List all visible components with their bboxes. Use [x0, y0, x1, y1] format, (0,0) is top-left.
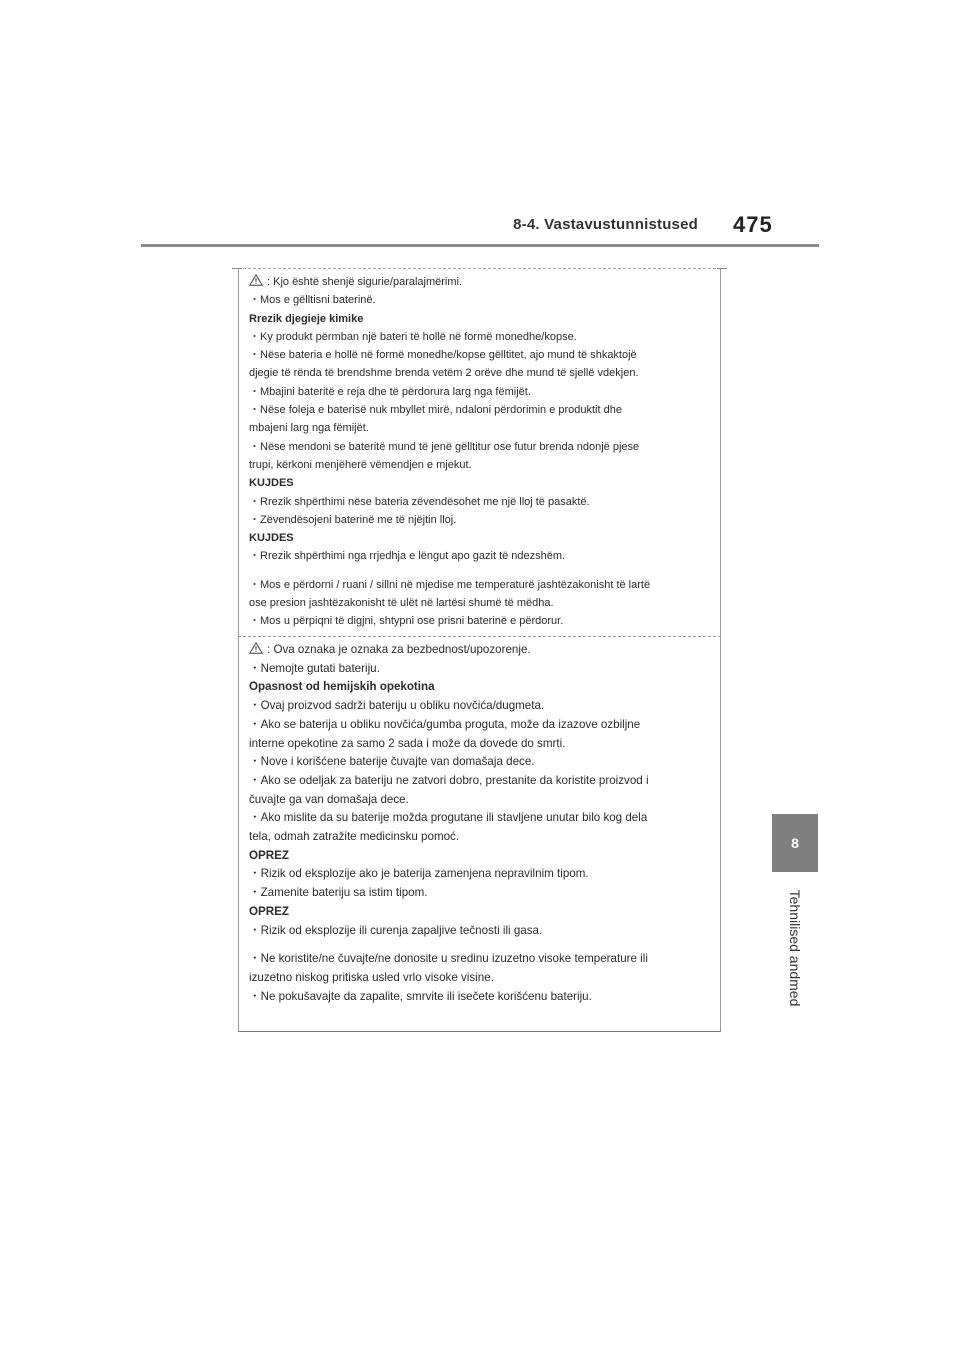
serbian-line: interne opekotine za samo 2 sada i može da dovede do smrti.: [249, 736, 566, 750]
page-header: [0, 0, 960, 250]
albanian-line: ・Mos u përpiqni të digjni, shtypni ose prisni baterinë e përdorur.: [249, 615, 564, 628]
albanian-notice: [249, 273, 709, 631]
serbian-heading: OPREZ: [249, 848, 289, 862]
albanian-heading: KUJDES: [249, 532, 294, 545]
albanian-line: djegie të rënda të brendshme brenda vetëm 2 orëve dhe mund të sjellë vdekjen.: [249, 367, 639, 380]
albanian-line: mbajeni larg nga fëmijët.: [249, 422, 369, 435]
serbian-line: čuvajte ga van domašaja dece.: [249, 792, 409, 806]
serbian-line: izuzetno niskog pritiska usled vrlo visoke visine.: [249, 970, 494, 984]
serbian-heading: Opasnost od hemijskih opekotina: [249, 680, 435, 694]
albanian-line: ・Mos e përdorni / ruani / sillni në mjedise me temperaturë jashtëzakonisht të lartë: [249, 578, 651, 591]
albanian-line: ・Nëse bateria e hollë në formë monedhe/kopse gëlltitet, ajo mund të shkaktojë: [249, 349, 637, 362]
warning-triangle-icon: [249, 642, 263, 654]
albanian-line: ・Rrezik shpërthimi nga rrjedhja e lëngut apo gazit të ndezshëm.: [249, 550, 566, 563]
chapter-number: 8: [791, 835, 799, 851]
section-title: 8-4. Vastavustunnistused: [513, 216, 698, 233]
albanian-warning-line: : Kjo është shenjë sigurie/paralajmërimi.: [249, 273, 709, 291]
header-rule: [141, 244, 819, 247]
crop-mark: [717, 268, 727, 269]
serbian-line: ・Ne pokušavajte da zapalite, smrvite ili isečete korišćenu bateriju.: [249, 989, 592, 1003]
serbian-warning-line: : Ova oznaka je oznaka za bezbednost/upozorenje.: [249, 641, 709, 660]
serbian-line: ・Zamenite bateriju sa istim tipom.: [249, 886, 428, 900]
serbian-line: ・Ne koristite/ne čuvajte/ne donosite u sredinu izuzetno visoke temperature ili: [249, 952, 648, 966]
serbian-line: tela, odmah zatražite medicinsku pomoć.: [249, 830, 460, 844]
albanian-line: ・Mbajini bateritë e reja dhe të përdorura larg nga fëmijët.: [249, 385, 531, 398]
albanian-line: trupi, kërkoni menjëherë vëmendjen e mjekut.: [249, 458, 472, 471]
albanian-heading: Rrezik djegieje kimike: [249, 312, 364, 325]
serbian-line: ・Ovaj proizvod sadrži bateriju u obliku novčića/dugmeta.: [249, 699, 545, 713]
serbian-notice: [249, 641, 709, 1006]
serbian-line: ・Ako se odeljak za bateriju ne zatvori dobro, prestanite da koristite proizvod i: [249, 773, 649, 787]
albanian-line: ・Nëse foleja e baterisë nuk mbyllet mirë, ndaloni përdorimin e produktit dhe: [249, 404, 622, 417]
albanian-line: ・Mos e gëlltisni baterinë.: [249, 294, 376, 307]
crop-mark: [232, 268, 242, 269]
serbian-line: ・Nove i korišćene baterije čuvajte van domašaja dece.: [249, 755, 535, 769]
albanian-line: ・Rrezik shpërthimi nëse bateria zëvendësohet me një lloj të pasaktë.: [249, 495, 590, 508]
serbian-heading: OPREZ: [249, 904, 289, 918]
albanian-line: ・Ky produkt përmban një bateri të hollë në formë monedhe/kopse.: [249, 330, 577, 343]
chapter-label: Tehnilised andmed: [787, 889, 803, 1007]
chapter-tab[interactable]: [772, 814, 818, 872]
language-divider: [238, 636, 721, 637]
albanian-line: ・Zëvendësojeni baterinë me të njëjtin lloj.: [249, 513, 457, 526]
serbian-line: ・Rizik od eksplozije ili curenja zapaljive tečnosti ili gasa.: [249, 923, 543, 937]
serbian-line: ・Ako se baterija u obliku novčića/gumba proguta, može da izazove ozbiljne: [249, 717, 641, 731]
serbian-line: ・Rizik od eksplozije ako je baterija zamenjena nepravilnim tipom.: [249, 867, 589, 881]
serbian-line: ・Ako mislite da su baterije možda progutane ili stavljene unutar bilo kog dela: [249, 811, 648, 825]
warning-triangle-icon: [249, 274, 263, 286]
serbian-line: ・Nemojte gutati bateriju.: [249, 661, 380, 675]
albanian-heading: KUJDES: [249, 477, 294, 490]
page-number: 475: [733, 212, 773, 237]
albanian-line: ose presion jashtëzakonisht të ulët në lartësi shumë të mëdha.: [249, 597, 554, 610]
albanian-line: ・Nëse mendoni se bateritë mund të jenë gëlltitur ose futur brenda ndonjë pjese: [249, 440, 640, 453]
